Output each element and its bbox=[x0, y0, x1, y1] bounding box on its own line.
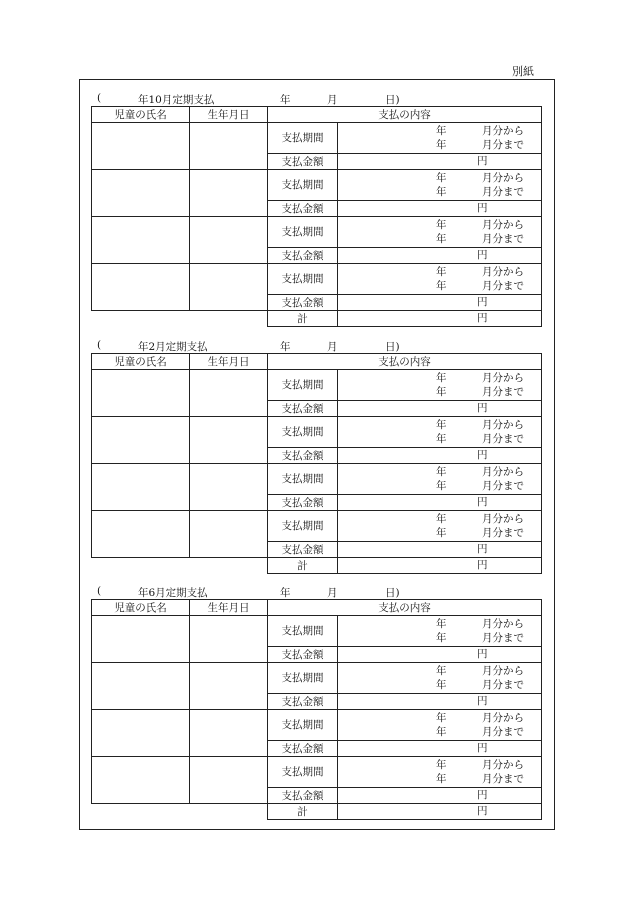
yen-unit: 円 bbox=[477, 202, 488, 214]
period-until-line bbox=[338, 725, 541, 739]
yen-unit: 円 bbox=[477, 543, 488, 555]
period-from-text: 月分から bbox=[482, 125, 524, 137]
amount-value-cell[interactable] bbox=[338, 295, 542, 311]
heading-open-paren: ( bbox=[97, 339, 102, 351]
amount-label: 支払金額 bbox=[268, 154, 338, 170]
child-name-cell[interactable] bbox=[92, 663, 190, 710]
period-until-text: 月分まで bbox=[482, 679, 524, 691]
period-from-year: 年 bbox=[436, 618, 447, 630]
yen-unit: 円 bbox=[477, 805, 488, 817]
period-from-text: 月分から bbox=[482, 466, 524, 478]
header-child-name: 児童の氏名 bbox=[92, 107, 190, 123]
period-label: 支払期間 bbox=[268, 757, 338, 788]
period-from-line bbox=[338, 218, 541, 232]
header-child-name: 児童の氏名 bbox=[92, 600, 190, 616]
child-name-cell[interactable] bbox=[92, 123, 190, 170]
yen-unit: 円 bbox=[477, 402, 488, 414]
period-from-text: 月分から bbox=[482, 219, 524, 231]
total-label: 計 bbox=[268, 558, 338, 574]
child-name-cell[interactable] bbox=[92, 217, 190, 264]
birth-date-cell[interactable] bbox=[190, 170, 268, 217]
table-row bbox=[92, 170, 542, 201]
payment-section bbox=[91, 92, 541, 327]
period-label: 支払期間 bbox=[268, 511, 338, 542]
period-value-cell[interactable] bbox=[338, 511, 542, 542]
table-row bbox=[92, 123, 542, 154]
period-value-cell[interactable] bbox=[338, 123, 542, 154]
heading-title: 年2月定期支払 bbox=[138, 341, 208, 353]
period-until-year: 年 bbox=[436, 632, 447, 644]
amount-label: 支払金額 bbox=[268, 201, 338, 217]
period-value-cell[interactable] bbox=[338, 464, 542, 495]
period-until-text: 月分まで bbox=[482, 280, 524, 292]
period-from-line bbox=[338, 371, 541, 385]
period-until-text: 月分まで bbox=[482, 139, 524, 151]
heading-title: 年6月定期支払 bbox=[138, 587, 208, 599]
yen-unit: 円 bbox=[477, 742, 488, 754]
table-row bbox=[92, 417, 542, 448]
amount-value-cell[interactable] bbox=[338, 448, 542, 464]
period-from-line bbox=[338, 265, 541, 279]
birth-date-cell[interactable] bbox=[190, 123, 268, 170]
period-from-line bbox=[338, 124, 541, 138]
amount-value-cell[interactable] bbox=[338, 154, 542, 170]
period-from-line bbox=[338, 664, 541, 678]
total-value-cell[interactable] bbox=[338, 804, 542, 820]
period-from-year: 年 bbox=[436, 466, 447, 478]
period-from-line bbox=[338, 617, 541, 631]
section-heading bbox=[91, 339, 541, 353]
birth-date-cell[interactable] bbox=[190, 217, 268, 264]
birth-date-cell[interactable] bbox=[190, 710, 268, 757]
period-until-text: 月分まで bbox=[482, 386, 524, 398]
child-name-cell[interactable] bbox=[92, 511, 190, 558]
period-value-cell[interactable] bbox=[338, 757, 542, 788]
period-label: 支払期間 bbox=[268, 464, 338, 495]
heading-title: 年10月定期支払 bbox=[138, 94, 215, 106]
amount-label: 支払金額 bbox=[268, 401, 338, 417]
birth-date-cell[interactable] bbox=[190, 663, 268, 710]
period-until-line bbox=[338, 479, 541, 493]
period-label: 支払期間 bbox=[268, 370, 338, 401]
child-name-cell[interactable] bbox=[92, 170, 190, 217]
period-from-text: 月分から bbox=[482, 513, 524, 525]
period-until-line bbox=[338, 678, 541, 692]
total-value-cell[interactable] bbox=[338, 558, 542, 574]
amount-value-cell[interactable] bbox=[338, 248, 542, 264]
period-until-text: 月分まで bbox=[482, 433, 524, 445]
section-heading bbox=[91, 92, 541, 106]
period-from-year: 年 bbox=[436, 513, 447, 525]
period-until-year: 年 bbox=[436, 139, 447, 151]
period-value-cell[interactable] bbox=[338, 616, 542, 647]
child-name-cell[interactable] bbox=[92, 370, 190, 417]
period-until-line bbox=[338, 526, 541, 540]
heading-year: 年 bbox=[280, 587, 291, 599]
period-until-year: 年 bbox=[436, 386, 447, 398]
period-until-line bbox=[338, 772, 541, 786]
period-label: 支払期間 bbox=[268, 663, 338, 694]
payment-section bbox=[91, 339, 541, 574]
header-payment-content: 支払の内容 bbox=[268, 354, 542, 370]
period-until-year: 年 bbox=[436, 433, 447, 445]
amount-value-cell[interactable] bbox=[338, 495, 542, 511]
page-label: 別紙 bbox=[512, 65, 534, 78]
amount-label: 支払金額 bbox=[268, 647, 338, 663]
payment-table bbox=[91, 353, 542, 574]
period-until-year: 年 bbox=[436, 186, 447, 198]
period-until-year: 年 bbox=[436, 280, 447, 292]
period-until-text: 月分まで bbox=[482, 773, 524, 785]
period-from-line bbox=[338, 711, 541, 725]
period-until-line bbox=[338, 232, 541, 246]
heading-day: 日) bbox=[385, 341, 400, 353]
heading-open-paren: ( bbox=[97, 92, 102, 104]
child-name-cell[interactable] bbox=[92, 464, 190, 511]
heading-day: 日) bbox=[385, 94, 400, 106]
yen-unit: 円 bbox=[477, 155, 488, 167]
period-until-text: 月分まで bbox=[482, 527, 524, 539]
period-from-text: 月分から bbox=[482, 419, 524, 431]
period-from-text: 月分から bbox=[482, 665, 524, 677]
period-until-line bbox=[338, 138, 541, 152]
period-until-year: 年 bbox=[436, 679, 447, 691]
yen-unit: 円 bbox=[477, 559, 488, 571]
amount-label: 支払金額 bbox=[268, 741, 338, 757]
table-row bbox=[92, 464, 542, 495]
period-from-year: 年 bbox=[436, 419, 447, 431]
period-until-year: 年 bbox=[436, 480, 447, 492]
amount-value-cell[interactable] bbox=[338, 201, 542, 217]
heading-year: 年 bbox=[280, 341, 291, 353]
header-row bbox=[92, 354, 542, 370]
yen-unit: 円 bbox=[477, 296, 488, 308]
amount-value-cell[interactable] bbox=[338, 401, 542, 417]
header-payment-content: 支払の内容 bbox=[268, 600, 542, 616]
birth-date-cell[interactable] bbox=[190, 464, 268, 511]
period-from-line bbox=[338, 512, 541, 526]
header-row bbox=[92, 600, 542, 616]
period-from-year: 年 bbox=[436, 372, 447, 384]
child-name-cell[interactable] bbox=[92, 264, 190, 311]
yen-unit: 円 bbox=[477, 449, 488, 461]
period-value-cell[interactable] bbox=[338, 170, 542, 201]
total-value-cell[interactable] bbox=[338, 311, 542, 327]
period-from-year: 年 bbox=[436, 266, 447, 278]
amount-label: 支払金額 bbox=[268, 542, 338, 558]
amount-value-cell[interactable] bbox=[338, 741, 542, 757]
period-from-text: 月分から bbox=[482, 712, 524, 724]
amount-value-cell[interactable] bbox=[338, 542, 542, 558]
period-until-text: 月分まで bbox=[482, 480, 524, 492]
period-value-cell[interactable] bbox=[338, 417, 542, 448]
total-row bbox=[92, 804, 542, 820]
period-value-cell[interactable] bbox=[338, 370, 542, 401]
period-from-text: 月分から bbox=[482, 759, 524, 771]
period-value-cell[interactable] bbox=[338, 264, 542, 295]
period-from-line bbox=[338, 171, 541, 185]
amount-label: 支払金額 bbox=[268, 448, 338, 464]
amount-label: 支払金額 bbox=[268, 248, 338, 264]
header-birth-date: 生年月日 bbox=[190, 107, 268, 123]
amount-value-cell[interactable] bbox=[338, 788, 542, 804]
period-until-year: 年 bbox=[436, 233, 447, 245]
heading-month: 月 bbox=[327, 587, 338, 599]
heading-month: 月 bbox=[327, 94, 338, 106]
period-from-text: 月分から bbox=[482, 266, 524, 278]
table-row bbox=[92, 757, 542, 788]
amount-label: 支払金額 bbox=[268, 694, 338, 710]
period-label: 支払期間 bbox=[268, 217, 338, 248]
payment-table bbox=[91, 599, 542, 820]
period-until-line bbox=[338, 432, 541, 446]
birth-date-cell[interactable] bbox=[190, 370, 268, 417]
period-until-line bbox=[338, 185, 541, 199]
table-row bbox=[92, 616, 542, 647]
period-from-text: 月分から bbox=[482, 172, 524, 184]
period-label: 支払期間 bbox=[268, 417, 338, 448]
section-heading bbox=[91, 585, 541, 599]
period-from-year: 年 bbox=[436, 712, 447, 724]
period-from-year: 年 bbox=[436, 125, 447, 137]
period-from-line bbox=[338, 418, 541, 432]
birth-date-cell[interactable] bbox=[190, 417, 268, 464]
table-row bbox=[92, 264, 542, 295]
period-until-line bbox=[338, 279, 541, 293]
child-name-cell[interactable] bbox=[92, 616, 190, 663]
yen-unit: 円 bbox=[477, 496, 488, 508]
total-label: 計 bbox=[268, 804, 338, 820]
table-row bbox=[92, 511, 542, 542]
header-payment-content: 支払の内容 bbox=[268, 107, 542, 123]
heading-day: 日) bbox=[385, 587, 400, 599]
payment-table bbox=[91, 106, 542, 327]
child-name-cell[interactable] bbox=[92, 757, 190, 804]
yen-unit: 円 bbox=[477, 312, 488, 324]
child-name-cell[interactable] bbox=[92, 417, 190, 464]
amount-value-cell[interactable] bbox=[338, 694, 542, 710]
total-label: 計 bbox=[268, 311, 338, 327]
heading-year: 年 bbox=[280, 94, 291, 106]
header-birth-date: 生年月日 bbox=[190, 354, 268, 370]
table-row bbox=[92, 710, 542, 741]
period-label: 支払期間 bbox=[268, 123, 338, 154]
period-from-year: 年 bbox=[436, 665, 447, 677]
period-from-year: 年 bbox=[436, 172, 447, 184]
amount-label: 支払金額 bbox=[268, 295, 338, 311]
total-row bbox=[92, 311, 542, 327]
yen-unit: 円 bbox=[477, 695, 488, 707]
child-name-cell[interactable] bbox=[92, 710, 190, 757]
birth-date-cell[interactable] bbox=[190, 616, 268, 663]
period-until-year: 年 bbox=[436, 527, 447, 539]
total-row bbox=[92, 558, 542, 574]
period-value-cell[interactable] bbox=[338, 710, 542, 741]
period-label: 支払期間 bbox=[268, 616, 338, 647]
period-from-year: 年 bbox=[436, 759, 447, 771]
period-until-year: 年 bbox=[436, 773, 447, 785]
amount-label: 支払金額 bbox=[268, 788, 338, 804]
table-row bbox=[92, 217, 542, 248]
period-value-cell[interactable] bbox=[338, 217, 542, 248]
period-label: 支払期間 bbox=[268, 264, 338, 295]
period-from-text: 月分から bbox=[482, 618, 524, 630]
table-row bbox=[92, 663, 542, 694]
period-from-text: 月分から bbox=[482, 372, 524, 384]
birth-date-cell[interactable] bbox=[190, 264, 268, 311]
period-value-cell[interactable] bbox=[338, 663, 542, 694]
period-from-line bbox=[338, 758, 541, 772]
heading-open-paren: ( bbox=[97, 585, 102, 597]
period-from-line bbox=[338, 465, 541, 479]
period-until-text: 月分まで bbox=[482, 726, 524, 738]
period-until-line bbox=[338, 385, 541, 399]
yen-unit: 円 bbox=[477, 648, 488, 660]
period-until-text: 月分まで bbox=[482, 186, 524, 198]
header-birth-date: 生年月日 bbox=[190, 600, 268, 616]
period-until-year: 年 bbox=[436, 726, 447, 738]
amount-label: 支払金額 bbox=[268, 495, 338, 511]
period-from-year: 年 bbox=[436, 219, 447, 231]
header-child-name: 児童の氏名 bbox=[92, 354, 190, 370]
period-until-text: 月分まで bbox=[482, 233, 524, 245]
amount-value-cell[interactable] bbox=[338, 647, 542, 663]
yen-unit: 円 bbox=[477, 789, 488, 801]
birth-date-cell[interactable] bbox=[190, 511, 268, 558]
period-until-text: 月分まで bbox=[482, 632, 524, 644]
period-until-line bbox=[338, 631, 541, 645]
yen-unit: 円 bbox=[477, 249, 488, 261]
heading-month: 月 bbox=[327, 341, 338, 353]
table-row bbox=[92, 370, 542, 401]
header-row bbox=[92, 107, 542, 123]
payment-section bbox=[91, 585, 541, 820]
birth-date-cell[interactable] bbox=[190, 757, 268, 804]
period-label: 支払期間 bbox=[268, 710, 338, 741]
period-label: 支払期間 bbox=[268, 170, 338, 201]
